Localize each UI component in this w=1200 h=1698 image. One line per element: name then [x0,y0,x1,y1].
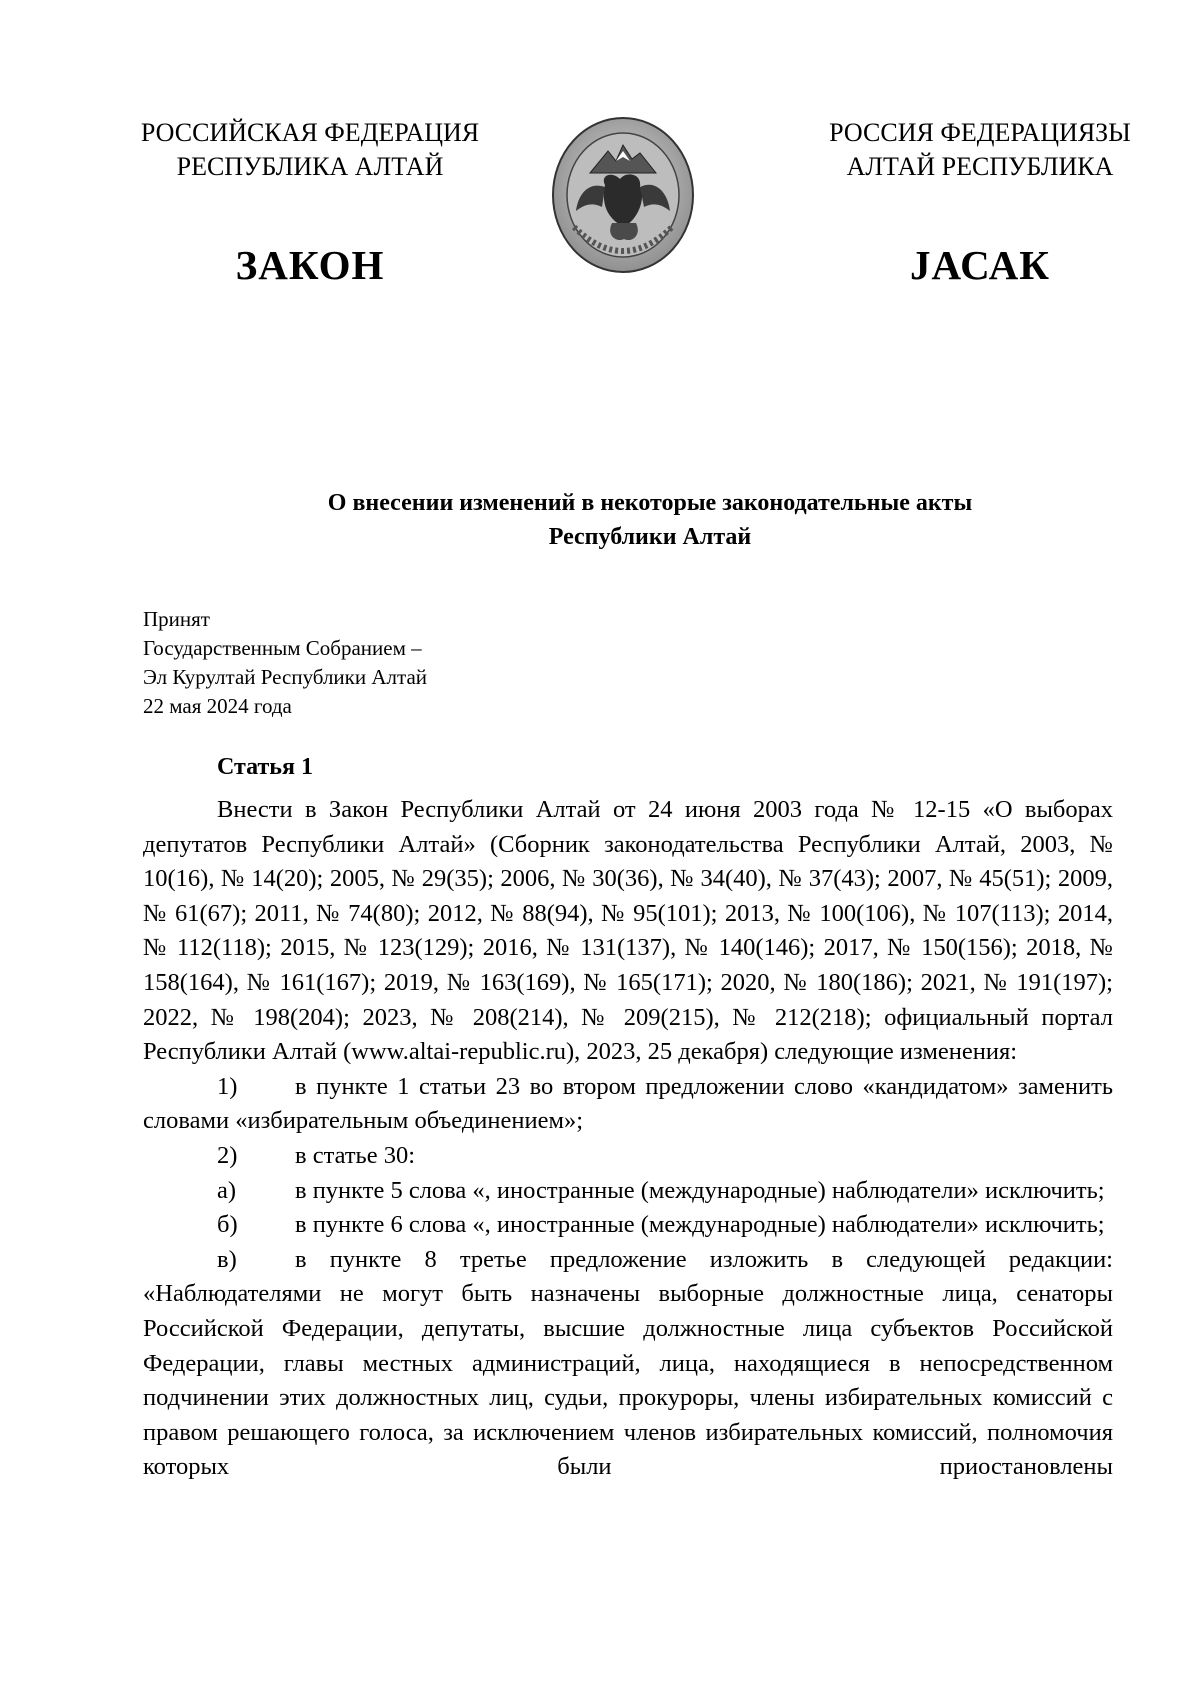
item-text: в пункте 5 слова «, иностранные (международные) наблюдатели» исключить; [295,1176,1105,1204]
title-line-1: О внесении изменений в некоторые законодательные акты [327,490,973,516]
list-item [143,1174,1113,1209]
item-number: б) [217,1211,238,1239]
item-text: в пункте 8 третье предложение изложить в следующей редакции: «Наблюдателями не могут быть назначены выборные должностные лица, сенаторы Российской Федерации, депутаты, высшие должностные лица субъектов Российской Федерации, главы местных администраций, лица, находящиеся в непосредственном подчинении этих должностных лиц, судьи, прокуроры, члены избирательных комиссий с правом решающего голоса, за исключением членов избирательных комиссий, полномочия которых были приостановлены [143,1245,1113,1481]
article-intro: Внести в Закон Республики Алтай от 24 июня 2003 года № 12-15 «О выборах депутатов Республики Алтай» (Сборник законодательства Республики Алтай, 2003, № 10(16), № 14(20); 2005, № 29(35); 2006, № 30(36), № 34(40), № 37(43); 2007, № 45(51); 2009, № 61(67); 2011, № 74(80); 2012, № 88(94), № 95(101); 2013, № 100(106), № 107(113); 2014, № 112(118); 2015, № 123(129); 2016, № 131(137), № 140(146); 2017, № 150(156); 2018, № 158(164), № 161(167); 2019, № 163(169), № 165(171); 2020, № 180(186); 2021, № 191(197); 2022, № 198(204); 2023, № 208(214), № 209(215), № 212(218); официальный портал Республики Алтай (www.altai-republic.ru), 2023, 25 декабря) следующие изменения: [143,796,1113,1066]
article-body [143,793,1113,1485]
list-item [143,1243,1113,1485]
law-title-alt: ЈАСАК [910,242,1050,288]
law-title-ru: ЗАКОН [235,242,385,288]
item-text: в пункте 1 статьи 23 во втором предложении слово «кандидатом» заменить словами «избирательным объединением»; [143,1072,1113,1135]
header-left-country: РОССИЙСКАЯ ФЕДЕРАЦИЯ [140,118,480,147]
header-right-republic: АЛТАЙ РЕСПУБЛИКА [846,152,1114,181]
adopted-by: Государственным Собранием – [143,636,422,660]
header-left-republic: РЕСПУБЛИКА АЛТАЙ [176,152,444,181]
item-text: в пункте 6 слова «, иностранные (международные) наблюдатели» исключить; [295,1211,1105,1239]
list-item [143,1208,1113,1243]
list-item [143,1070,1113,1139]
item-number: а) [217,1176,237,1204]
adoption-info [143,605,427,721]
article-heading: Статья 1 [217,754,313,780]
adopted-date: 22 мая 2024 года [143,694,292,718]
header-right-country: РОССИЯ ФЕДЕРАЦИЯЗЫ [829,118,1131,147]
law-subject-title [140,486,1160,554]
title-line-2: Республики Алтай [548,524,752,550]
header-right [780,116,1180,184]
adopted-body: Эл Курултай Республики Алтай [143,665,428,689]
item-text: в статье 30: [295,1141,415,1169]
adopted-label: Принят [143,607,210,631]
coat-of-arms-altai-icon [550,115,696,275]
item-number: 1) [217,1072,238,1100]
item-number: 2) [217,1141,238,1169]
header-left [110,116,510,184]
item-number: в) [217,1245,237,1273]
list-item [143,1139,1113,1174]
